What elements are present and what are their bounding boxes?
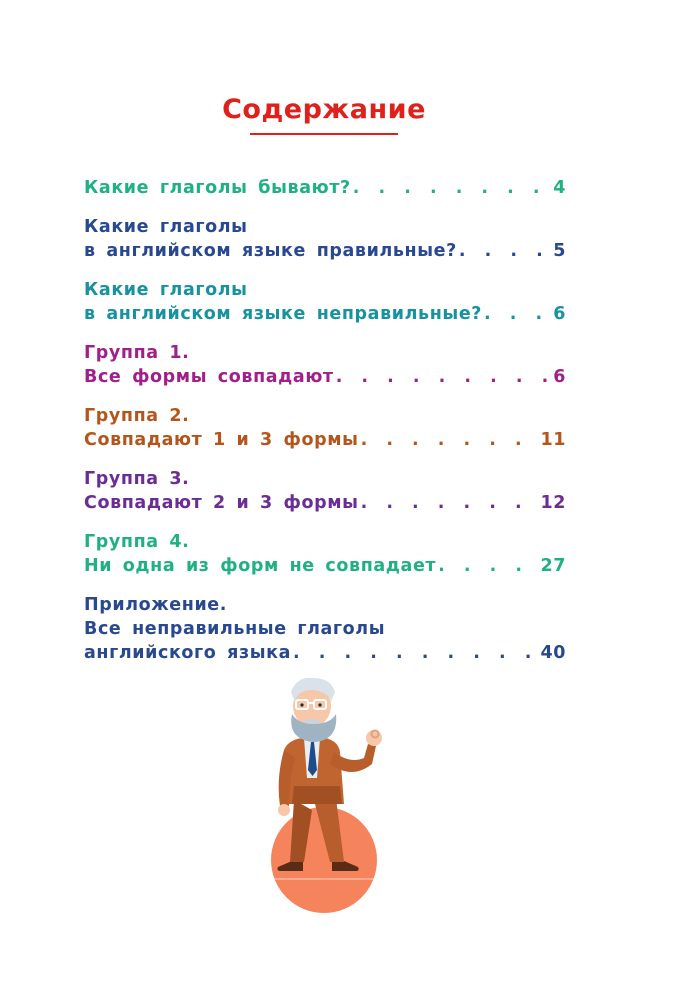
toc-entry-text: английского языка	[84, 643, 292, 663]
toc-entry[interactable]	[84, 215, 566, 263]
toc-entry-line: Группа 2.	[84, 406, 190, 426]
toc-entry-text: Ни одна из форм не совпадает	[84, 556, 437, 576]
professor-on-circle-illustration	[262, 678, 402, 918]
dot-leader	[361, 428, 537, 452]
toc-entry-text: Совпадают 1 и 3 формы	[84, 430, 359, 450]
title-underline	[250, 133, 398, 135]
toc-page-number: 6	[553, 367, 566, 387]
toc-entry-line: Группа 3.	[84, 469, 190, 489]
toc-page-number: 12	[540, 493, 566, 513]
toc-entry-text: Какие глаголы бывают?	[84, 178, 351, 198]
dot-leader	[484, 302, 549, 326]
toc-page-number: 6	[553, 304, 566, 324]
toc-entry-last-line	[84, 239, 566, 263]
toc-entry[interactable]	[84, 467, 566, 515]
toc-entry-text: Все формы совпадают	[84, 367, 334, 387]
toc-page-number: 11	[540, 430, 566, 450]
toc-entry-line: Приложение.	[84, 595, 228, 615]
toc-entry-text: Совпадают 2 и 3 формы	[84, 493, 359, 513]
toc-entry-text: в английском языке неправильные?	[84, 304, 483, 324]
dot-leader	[361, 491, 537, 515]
page-title: Содержание	[222, 94, 426, 125]
toc-entry[interactable]	[84, 593, 566, 665]
toc-page-number: 40	[540, 643, 566, 663]
toc-entry-line: Группа 4.	[84, 532, 190, 552]
dot-leader	[438, 554, 536, 578]
toc-entry-last-line	[84, 365, 566, 389]
toc-entry-last-line	[84, 302, 566, 326]
toc-entry-last-line	[84, 641, 566, 665]
toc-entry-last-line	[84, 554, 566, 578]
toc-entry[interactable]	[84, 341, 566, 389]
toc-entry[interactable]	[84, 176, 566, 200]
toc-entry[interactable]	[84, 404, 566, 452]
toc-page-number: 27	[540, 556, 566, 576]
toc-entry-text: в английском языке правильные?	[84, 241, 457, 261]
dot-leader	[353, 176, 549, 200]
toc-entry-last-line	[84, 428, 566, 452]
toc-page-number: 5	[553, 241, 566, 261]
table-of-contents	[84, 176, 566, 665]
toc-entry-line: Все неправильные глаголы	[84, 619, 386, 639]
toc-entry[interactable]	[84, 530, 566, 578]
toc-entry-line: Какие глаголы	[84, 217, 248, 237]
toc-entry-line: Какие глаголы	[84, 280, 248, 300]
dot-leader	[459, 239, 549, 263]
toc-entry-last-line	[84, 491, 566, 515]
toc-entry-last-line	[84, 176, 566, 200]
toc-entry[interactable]	[84, 278, 566, 326]
dot-leader	[336, 365, 550, 389]
toc-page-number: 4	[553, 178, 566, 198]
toc-entry-line: Группа 1.	[84, 343, 190, 363]
dot-leader	[293, 641, 536, 665]
